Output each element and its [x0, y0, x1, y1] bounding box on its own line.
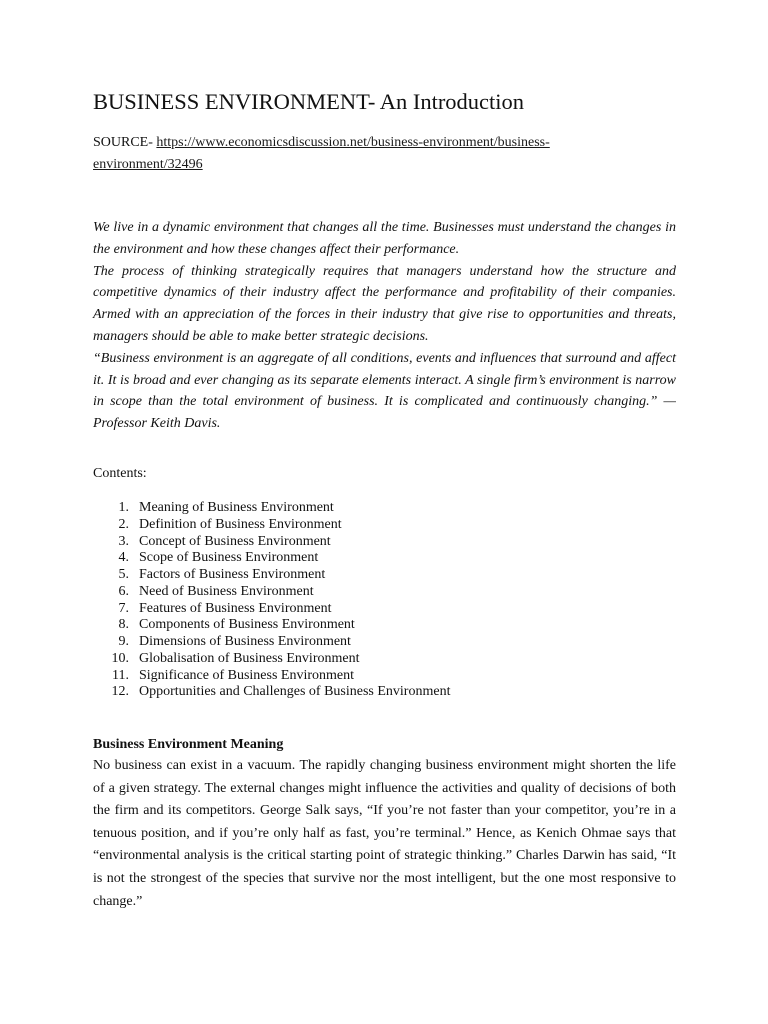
contents-item-label: Factors of Business Environment	[139, 567, 326, 582]
contents-item-number: 2.	[118, 516, 129, 532]
contents-item-label: Definition of Business Environment	[139, 516, 342, 532]
contents-item	[93, 634, 450, 651]
intro-block	[93, 217, 676, 435]
contents-item-label: Components of Business Environment	[139, 617, 355, 633]
contents-item-number: 7.	[118, 600, 129, 616]
contents-item-number: 8.	[118, 617, 129, 633]
contents-item-number: 4.	[118, 550, 129, 566]
contents-item-label: Need of Business Environment	[139, 583, 314, 599]
contents-item-label: Significance of Business Environment	[139, 667, 355, 683]
contents-item-label: Globalisation of Business Environment	[139, 650, 360, 666]
section-heading: Business Environment Meaning	[93, 737, 284, 752]
contents-item	[93, 534, 450, 551]
contents-item-number: 10.	[111, 650, 129, 666]
intro-quote: “Business environment is an aggregate of all conditions, events and influences that surround and affect it. It is broad and ever changing as its separate elements interact. A single firm’s environment is narrow in scope than the total environment of business. It is complicated and continuously changing.” —Professor Keith Davis.	[93, 350, 676, 432]
contents-item-number: 5.	[118, 567, 129, 582]
contents-item-number: 6.	[118, 583, 129, 599]
contents-item	[93, 584, 450, 601]
contents-item	[93, 668, 450, 685]
contents-item-number: 3.	[118, 533, 129, 549]
intro-paragraph: We live in a dynamic environment that changes all the time. Businesses must understand the changes in the environment and how these changes affect their performance.	[93, 220, 676, 257]
contents-item-number: 9.	[118, 634, 129, 649]
contents-item-number: 11.	[112, 667, 129, 683]
contents-item	[93, 550, 450, 567]
contents-item-label: Concept of Business Environment	[139, 533, 331, 549]
contents-item	[93, 517, 450, 534]
contents-item	[93, 567, 450, 584]
contents-item	[93, 684, 450, 701]
contents-label: Contents:	[93, 466, 147, 481]
intro-paragraph: The process of thinking strategically requires that managers understand how the structure and competitive dynamics of their industry affect the performance and profitability of their companies. Armed with an appreciation of the forces in their industry that give rise to opportunities and threats, managers should be able to make better strategic decisions.	[93, 263, 676, 344]
contents-item-label: Features of Business Environment	[139, 600, 332, 616]
document-title: BUSINESS ENVIRONMENT- An Introduction	[93, 89, 525, 114]
source-line	[93, 132, 653, 176]
contents-item	[93, 500, 450, 517]
contents-item-label: Meaning of Business Environment	[139, 500, 334, 515]
contents-item	[93, 617, 450, 634]
source-link[interactable]: https://www.economicsdiscussion.net/business-environment/business-environment/32496	[93, 135, 550, 172]
contents-item-number: 12.	[111, 684, 129, 700]
contents-item-number: 1.	[118, 500, 129, 515]
contents-item-label: Dimensions of Business Environment	[139, 634, 351, 649]
contents-item-label: Opportunities and Challenges of Business Environment	[139, 684, 451, 700]
contents-item-label: Scope of Business Environment	[139, 550, 319, 566]
source-label: SOURCE-	[93, 135, 157, 150]
contents-item	[93, 601, 450, 618]
section-body: No business can exist in a vacuum. The rapidly changing business environment might shorten the life of a given strategy. The external changes might influence the activities and quality of decisions of both the firm and its competitors. George Salk says, “If you’re not faster than your competitor, you’re in a tenuous position, and if you’re only half as fast, you’re terminal.” Hence, as Kenich Ohmae says that “environmental analysis is the critical starting point of strategic thinking.” Charles Darwin has said, “It is not the strongest of the species that survive nor the most intelligent, but the one most responsive to change.”	[93, 758, 676, 909]
contents-item	[93, 651, 450, 668]
contents-list	[93, 500, 450, 701]
